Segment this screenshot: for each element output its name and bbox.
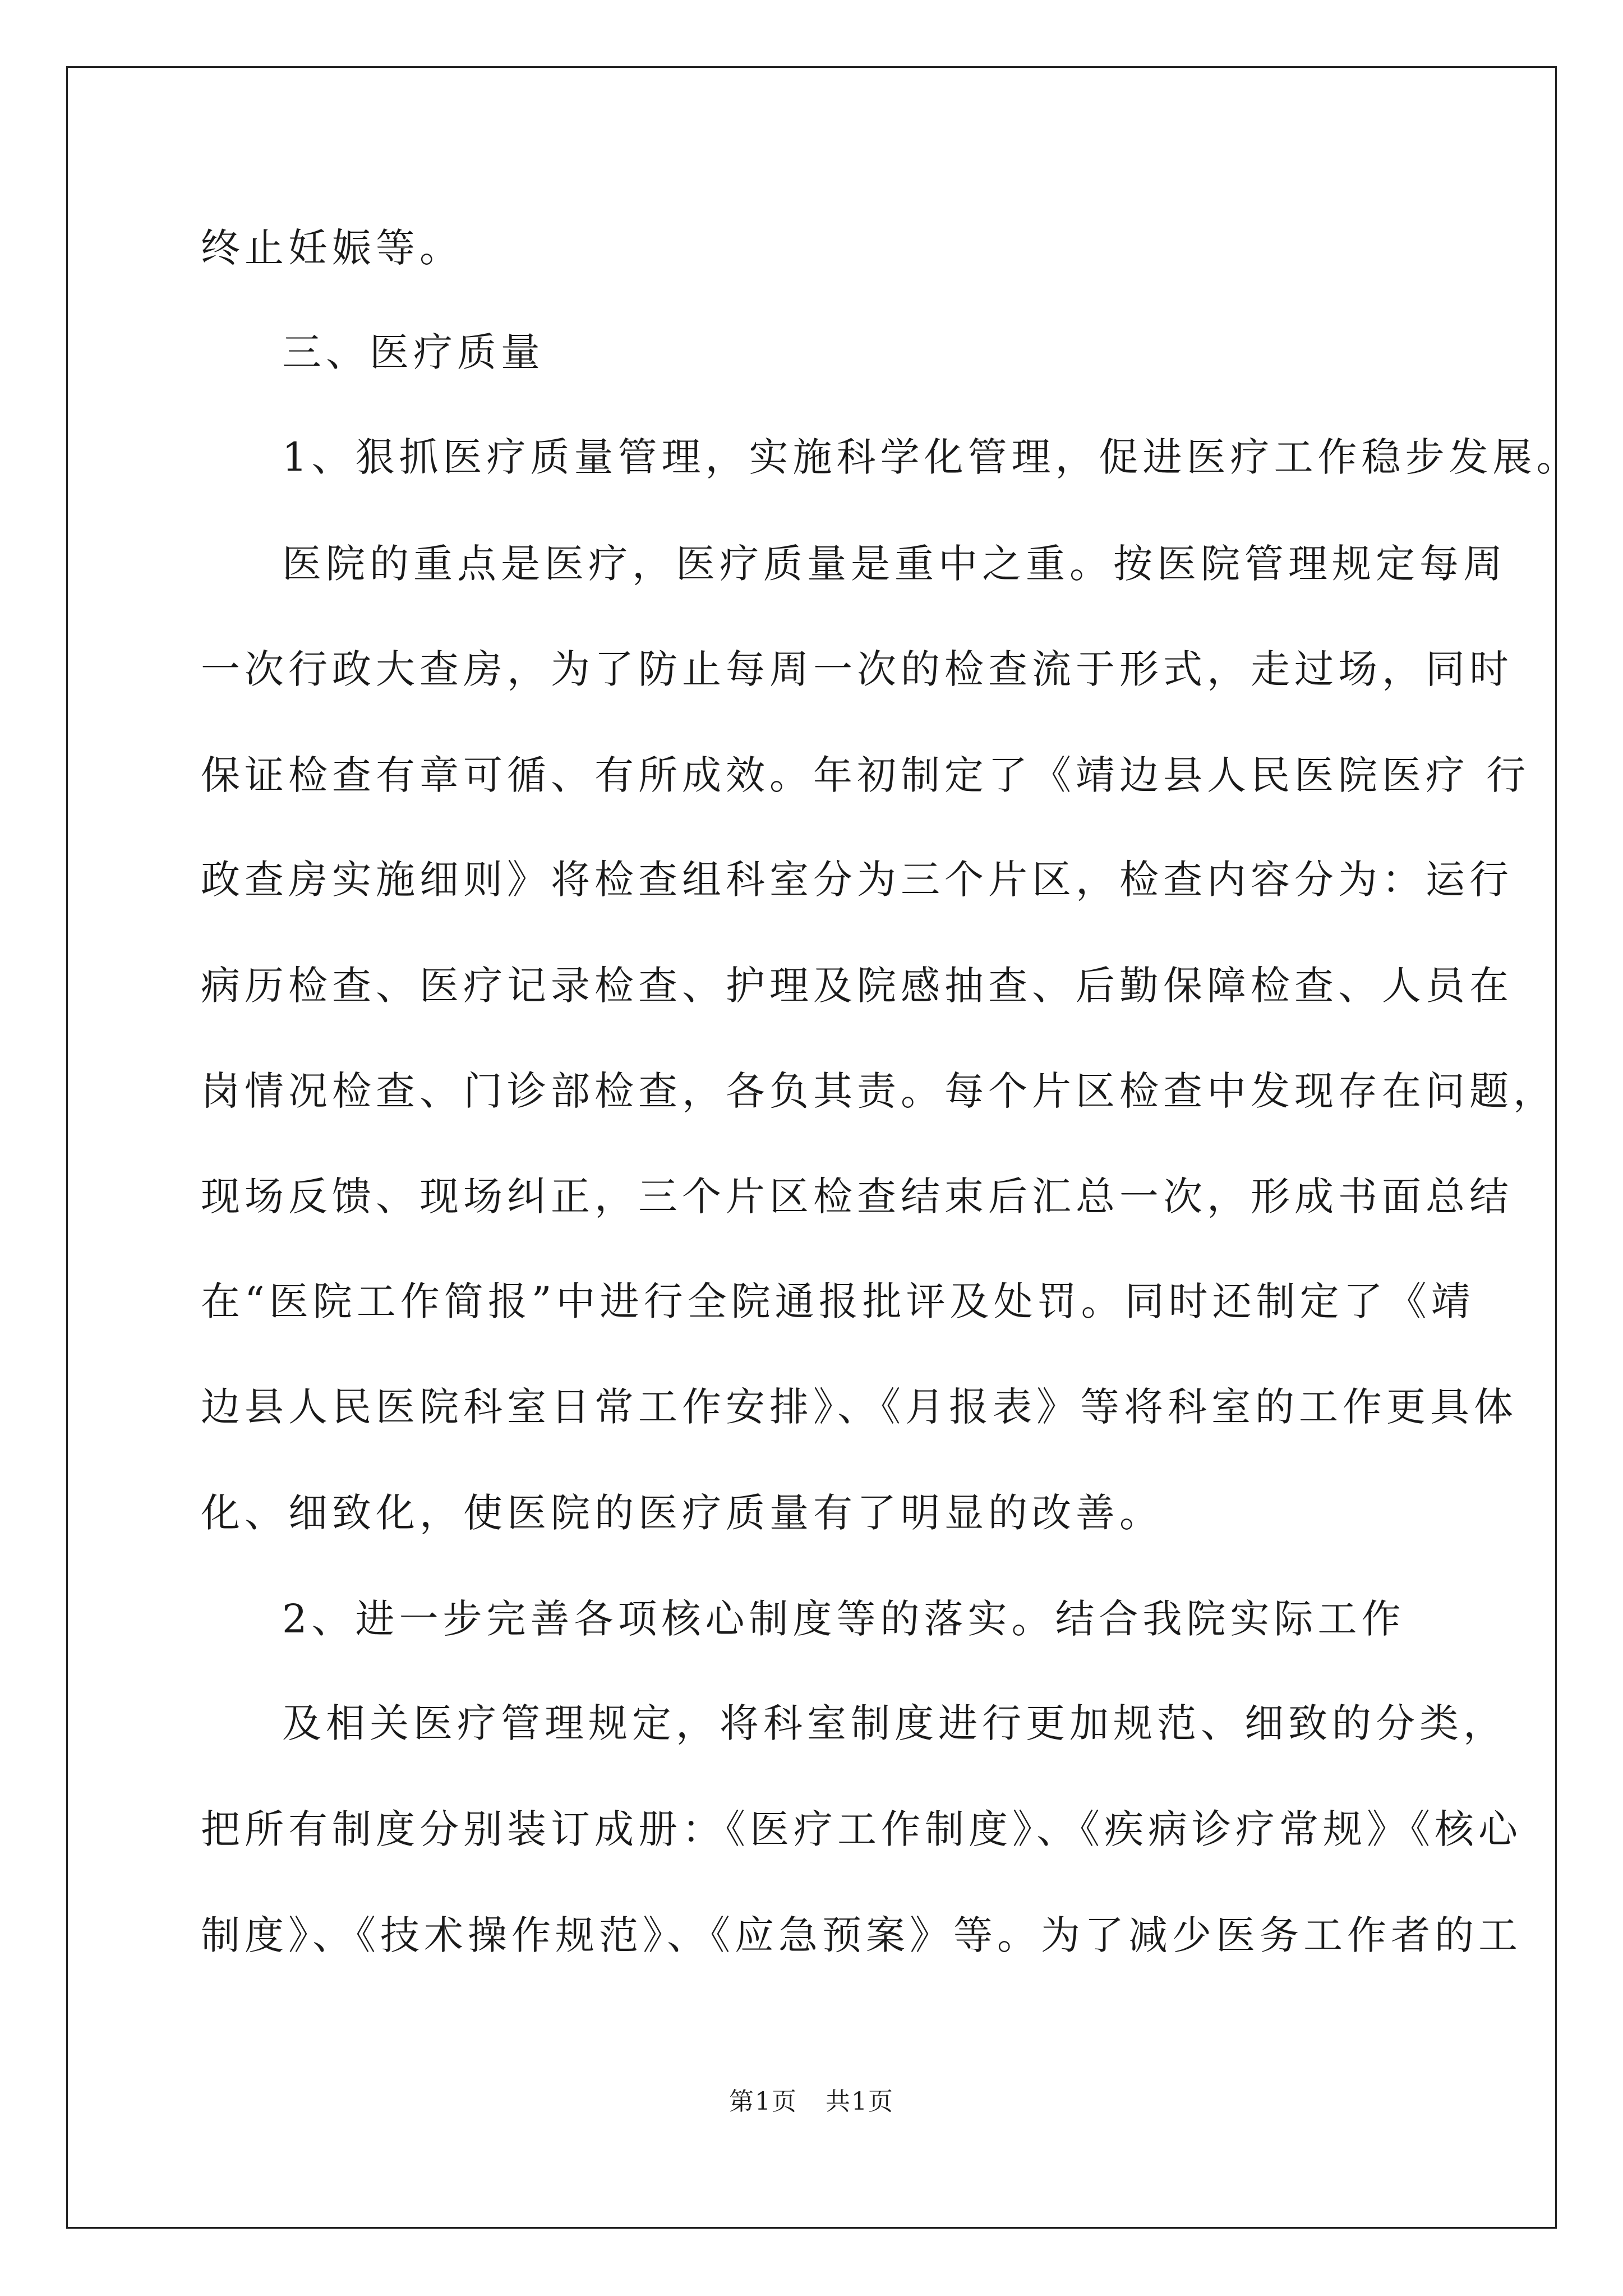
body-line: 医院的重点是医疗，医疗质量是重中之重。按医院管理规定每周 [282,541,1507,587]
body-line: 政查房实施细则》将检查组科室分为三个片区，检查内容分为：运行 [201,857,1513,903]
subsection-heading: 1、狠抓医疗质量管理，实施科学化管理，促进医疗工作稳步发展。 [282,434,1580,480]
body-line: 把所有制度分别装订成册：《医疗工作制度》、《疾病诊疗常规》《核心 [201,1806,1522,1852]
body-line: 化、细致化，使医院的医疗质量有了明显的改善。 [201,1490,1163,1536]
body-line: 病历检查、医疗记录检查、护理及院感抽查、后勤保障检查、人员在 [201,963,1513,1009]
body-line: 一次行政大查房，为了防止每周一次的检查流于形式，走过场，同时 [201,646,1513,692]
section-heading: 三、医疗质量 [282,329,545,375]
body-line: 制度》、《技术操作规范》、《应急预案》等。为了减少医务工作者的工 [201,1912,1522,1958]
page-number: 第1页 [729,2087,797,2116]
subsection-heading: 2、进一步完善各项核心制度等的落实。结合我院实际工作 [282,1596,1405,1642]
body-line: 保证检查有章可循、有所成效。年初制定了《靖边县人民医院医疗 行 [201,752,1530,798]
body-line: 岗情况检查、门诊部检查，各负其责。每个片区检查中发现存在问题， [201,1068,1557,1114]
body-line: 在“医院工作简报”中进行全院通报批评及处罚。同时还制定了《靖 [201,1278,1475,1324]
body-line: 边县人民医院科室日常工作安排》、《月报表》等将科室的工作更具体 [201,1384,1518,1430]
body-line: 现场反馈、现场纠正，三个片区检查结束后汇总一次，形成书面总结 [201,1174,1513,1220]
page-footer [0,2087,1623,2116]
body-line: 终止妊娠等。 [201,225,463,271]
page-frame [66,66,1557,2229]
page-count: 共1页 [826,2087,894,2116]
body-line: 及相关医疗管理规定，将科室制度进行更加规范、细致的分类， [282,1700,1507,1746]
